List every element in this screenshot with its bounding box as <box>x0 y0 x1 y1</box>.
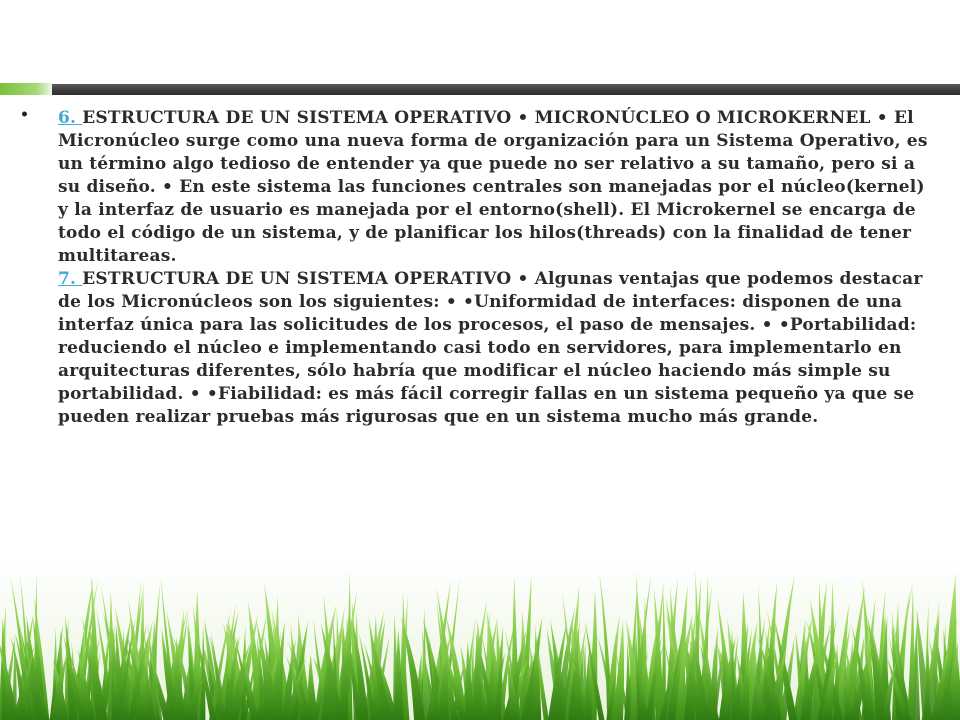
header-bar <box>52 84 960 95</box>
grass-decoration <box>0 560 960 720</box>
accent-green-bar <box>0 83 52 95</box>
section-6-text: ESTRUCTURA DE UN SISTEMA OPERATIVO • MICRONÚCLEO O MICROKERNEL • El Micronúcleo surge como una nueva forma de organización para un Sistema Operativo, es un término algo tedioso de entender ya que puede no ser relativo a su tamaño, pero si a su diseño. • En este sistema las funciones centrales son manejadas por el núcleo(kernel) y la interfaz de usuario es manejada por el entorno(shell). El Microkernel se encarga de todo el código de un sistema, y de planificar los hilos(threads) con la finalidad de tener multitareas. <box>58 108 928 266</box>
section-7-link[interactable]: 7. <box>58 269 83 289</box>
bullet-marker: • <box>20 107 29 123</box>
section-7-text: ESTRUCTURA DE UN SISTEMA OPERATIVO • Algunas ventajas que podemos destacar de los Micronúcleos son los siguientes: • •Uniformidad de interfaces: disponen de una interfaz única para las solicitudes de los procesos, el paso de mensajes. • •Portabilidad: reduciendo el núcleo e implementando casi todo en servidores, para implementarlo en arquitecturas diferentes, sólo habría que modificar el núcleo haciendo más simple su portabilidad. • •Fiabilidad: es más fácil corregir fallas en un sistema pequeño ya que se pueden realizar pruebas más rigurosas que en un sistema mucho más grande. <box>58 269 923 427</box>
section-6-link[interactable]: 6. <box>58 108 83 128</box>
body-text <box>58 107 938 429</box>
